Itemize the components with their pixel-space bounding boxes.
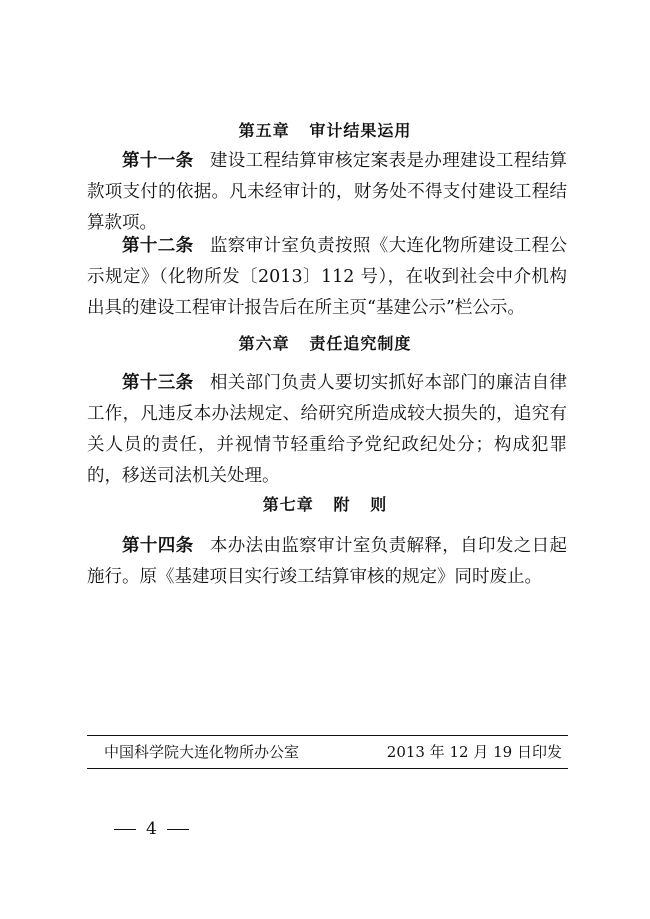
footer-bottom-rule	[87, 768, 568, 769]
footer-issuer: 中国科学院大连化物所办公室	[104, 743, 300, 761]
article-14-text: 本办法由监察审计室负责解释，自印发之日起施行。原《基建项目实行竣工结算审核的规定》同时废止。	[87, 536, 567, 587]
page-number-dash-left	[114, 829, 136, 830]
footer-top-rule	[87, 735, 568, 736]
article-13	[87, 368, 567, 492]
page-number-dash-right	[167, 829, 189, 830]
article-11-text: 建设工程结算审核定案表是办理建设工程结算款项支付的依据。凡未经审计的，财务处不得支付建设工程结算款项。	[87, 151, 567, 233]
page-number	[114, 819, 189, 839]
chapter-7-heading: 第七章 附 则	[262, 495, 388, 514]
page-number-value: 4	[146, 819, 157, 839]
article-14	[87, 531, 567, 593]
article-14-number: 第十四条	[122, 536, 194, 556]
article-12	[87, 231, 567, 324]
article-12-number: 第十二条	[122, 236, 194, 256]
article-11-number: 第十一条	[122, 151, 194, 171]
footer-issue-date: 2013 年 12 月 19 日印发	[386, 743, 562, 761]
article-13-number: 第十三条	[122, 373, 194, 393]
article-13-text: 相关部门负责人要切实抓好本部门的廉洁自律工作，凡违反本办法规定、给研究所造成较大损失的，追究有关人员的责任，并视情节轻重给予党纪政纪处分；构成犯罪的，移送司法机关处理。	[87, 373, 567, 486]
article-12-text: 监察审计室负责按照《大连化物所建设工程公示规定》（化物所发〔2013〕112 号），在收到社会中介机构出具的建设工程审计报告后在所主页“基建公示”栏公示。	[87, 236, 567, 318]
chapter-5-heading: 第五章 审计结果运用	[238, 121, 412, 140]
chapter-6-heading: 第六章 责任追究制度	[238, 334, 412, 353]
article-11	[87, 146, 567, 239]
